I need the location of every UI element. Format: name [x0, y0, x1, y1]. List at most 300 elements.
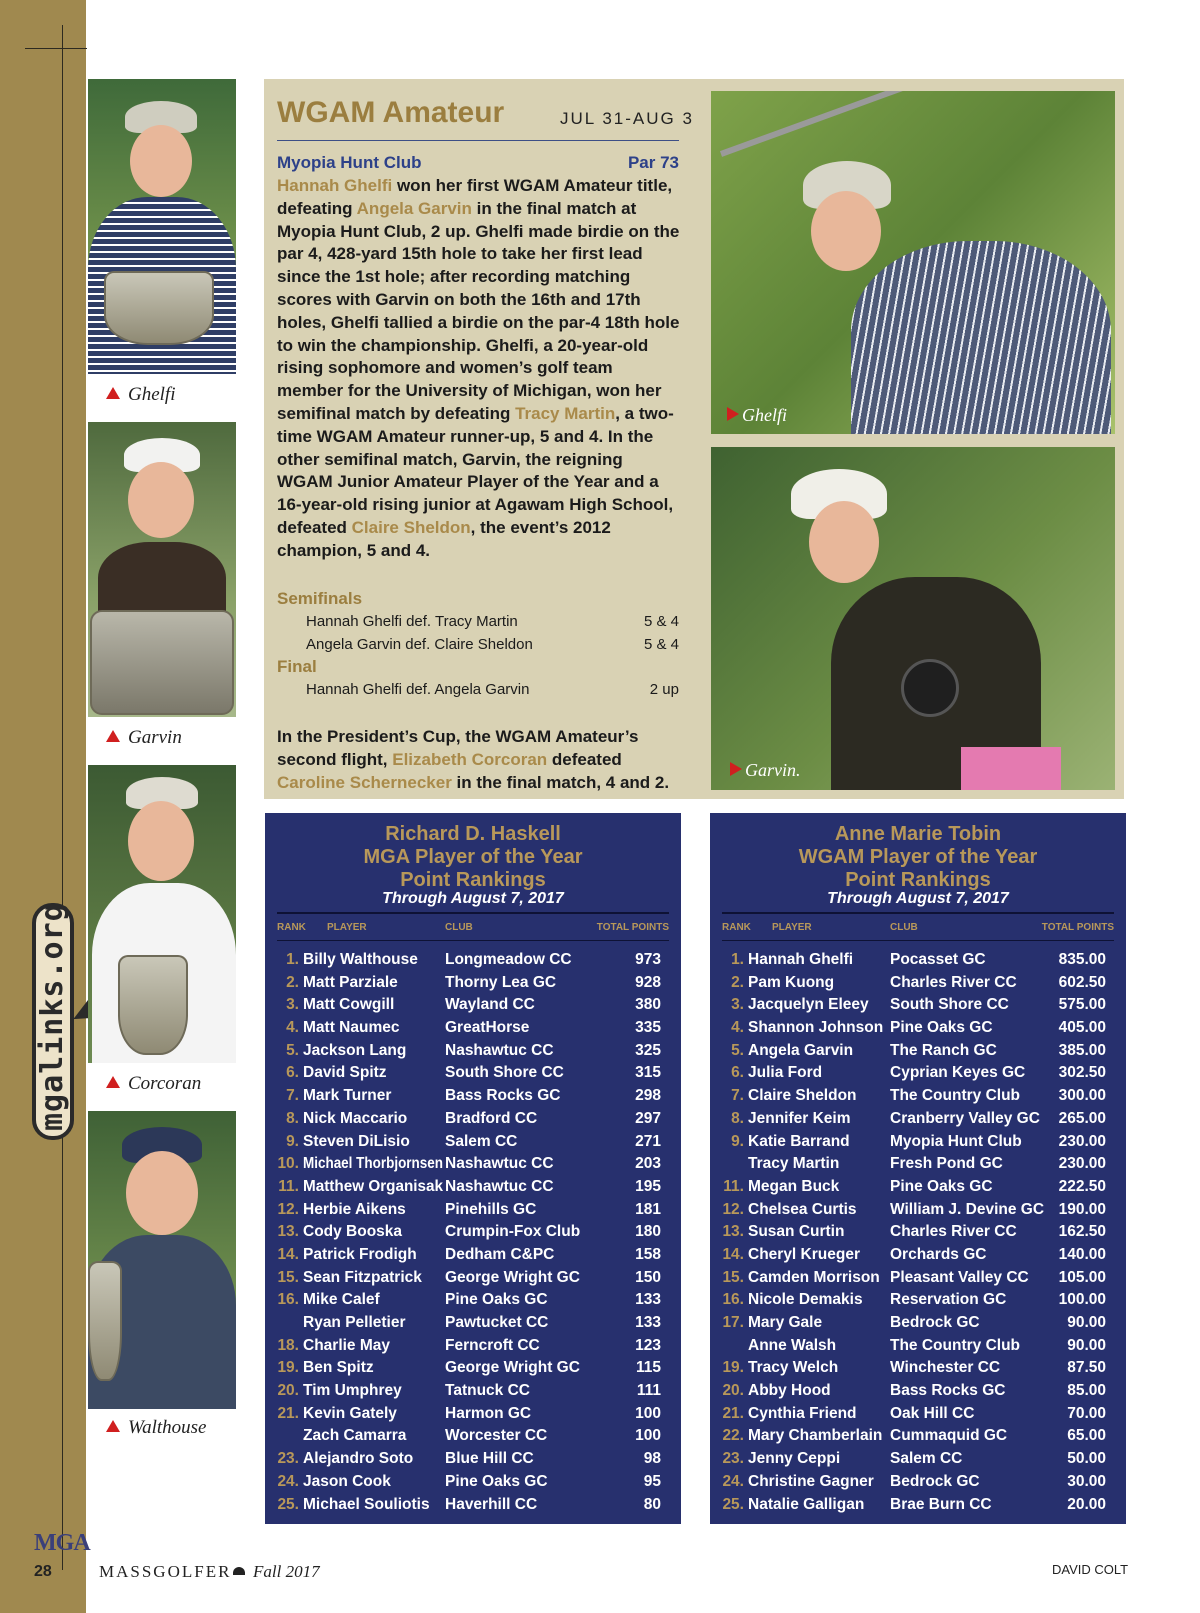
club-cell: Charles River CC [890, 1223, 1017, 1241]
panel-divider [722, 940, 1114, 941]
club-cell: William J. Devine GC [890, 1200, 1045, 1218]
magazine-name: MASSGOLFER [99, 1562, 232, 1581]
club-cell: Pine Oaks GC [890, 1177, 993, 1195]
table-row [277, 949, 669, 972]
rank-cell: 9. [731, 1132, 744, 1150]
rank-cell: 2. [286, 973, 299, 991]
table-row [722, 1403, 1114, 1426]
venue-row [277, 153, 679, 173]
url-badge[interactable] [32, 903, 74, 1140]
points-cell: 87.50 [1067, 1359, 1106, 1377]
player-cell: Matthew Organisak [303, 1177, 443, 1195]
points-cell: 50.00 [1067, 1450, 1106, 1468]
player-cell: Zach Camarra [303, 1427, 407, 1445]
table-row [722, 1040, 1114, 1063]
points-cell: 928 [635, 973, 661, 991]
player-cell: Billy Walthouse [303, 951, 418, 968]
player-cell: Angela Garvin [748, 1041, 854, 1059]
points-cell: 298 [635, 1087, 661, 1105]
table-row [277, 1335, 669, 1358]
points-cell: 105.00 [1058, 1268, 1106, 1286]
panel-title-line: Point Rankings [845, 869, 991, 891]
presidents-cup-text [277, 726, 681, 794]
table-row [277, 1199, 669, 1222]
player-cell: Shannon Johnson [748, 1019, 884, 1037]
club-cell: Fresh Pond GC [890, 1155, 1003, 1173]
rank-cell: 16. [722, 1291, 744, 1309]
wgam-rankings-panel [710, 813, 1126, 1524]
column-header-rank: RANK [722, 922, 751, 933]
points-cell: 95 [643, 1472, 661, 1490]
rank-cell: 2. [731, 973, 744, 991]
rank-cell: 7. [731, 1087, 744, 1105]
table-row [722, 1199, 1114, 1222]
club-cell: South Shore CC [445, 1064, 564, 1082]
action-photo-ghelfi [711, 91, 1115, 434]
rank-cell: 6. [731, 1064, 744, 1082]
points-cell: 150 [635, 1268, 661, 1286]
points-cell: 325 [635, 1041, 661, 1059]
club-cell: South Shore CC [890, 996, 1009, 1014]
story-body [277, 175, 681, 563]
table-row [722, 1380, 1114, 1403]
table-row [722, 1062, 1114, 1085]
points-cell: 230.00 [1058, 1132, 1106, 1150]
portrait-garvin [88, 422, 236, 717]
column-header-rank: RANK [277, 922, 306, 933]
club-cell: Wayland CC [445, 996, 535, 1014]
title-divider [277, 140, 679, 141]
player-name-highlight: Tracy Martin [515, 403, 616, 423]
photo-caption: Garvin [106, 727, 182, 749]
points-cell: 222.50 [1058, 1177, 1106, 1195]
club-cell: Pine Oaks GC [445, 1291, 548, 1309]
rank-cell: 8. [731, 1109, 744, 1127]
panel-subtitle: Through August 7, 2017 [382, 890, 564, 907]
points-cell: 70.00 [1067, 1404, 1106, 1422]
points-cell: 302.50 [1058, 1064, 1106, 1082]
player-cell: Tim Umphrey [303, 1382, 402, 1400]
table-row [277, 1357, 669, 1380]
panel-divider [277, 912, 669, 914]
column-header-player: PLAYER [772, 922, 812, 933]
table-row [277, 1380, 669, 1403]
points-cell: 180 [635, 1223, 661, 1241]
player-cell: David Spitz [303, 1064, 387, 1082]
player-cell: Ryan Pelletier [303, 1314, 406, 1331]
club-cell: Worcester CC [445, 1427, 548, 1445]
points-cell: 602.50 [1058, 973, 1106, 991]
player-cell: Megan Buck [748, 1177, 840, 1195]
table-row [722, 1176, 1114, 1199]
points-cell: 195 [635, 1177, 661, 1195]
rank-cell: 5. [286, 1041, 299, 1059]
player-cell: Patrick Frodigh [303, 1245, 417, 1263]
event-dates: JUL 31-AUG 3 [560, 109, 694, 128]
player-cell: Mark Turner [303, 1087, 392, 1105]
rank-cell: 24. [277, 1472, 299, 1490]
club-cell: Pocasset GC [890, 951, 986, 968]
rank-cell: 18. [277, 1336, 299, 1354]
table-row [722, 1448, 1114, 1471]
table-row [277, 972, 669, 995]
rank-cell: 7. [286, 1087, 299, 1105]
club-cell: Charles River CC [890, 973, 1017, 991]
points-cell: 85.00 [1067, 1382, 1106, 1400]
player-cell: Herbie Aikens [303, 1200, 406, 1218]
photo-caption: Ghelfi [106, 384, 176, 406]
club-cell: Bass Rocks GC [890, 1382, 1006, 1400]
points-cell: 265.00 [1058, 1109, 1106, 1127]
rank-cell: 11. [723, 1177, 744, 1195]
club-cell: Cyprian Keyes GC [890, 1064, 1026, 1082]
player-cell: Hannah Ghelfi [748, 951, 854, 968]
player-cell: Tracy Welch [748, 1359, 839, 1377]
triangle-icon [106, 730, 120, 742]
player-cell: Mary Gale [748, 1314, 823, 1331]
panel-title [710, 823, 1126, 892]
story-text: won her first WGAM Amateur title, defeating [277, 176, 673, 218]
club-cell: Nashawtuc CC [445, 1041, 554, 1059]
rank-cell: 3. [731, 996, 744, 1014]
points-cell: 140.00 [1058, 1245, 1106, 1263]
player-cell: Jenny Ceppi [748, 1450, 841, 1468]
player-cell: Pam Kuong [748, 973, 835, 991]
url-link[interactable]: mgalinks.org [35, 902, 70, 1131]
club-cell: Winchester CC [890, 1359, 1001, 1377]
rank-cell: 21. [277, 1404, 299, 1422]
club-cell: Harmon GC [445, 1404, 532, 1422]
rank-cell: 9. [286, 1132, 299, 1150]
player-cell: Cheryl Krueger [748, 1245, 860, 1263]
action-photo-garvin [711, 447, 1115, 790]
rank-cell: 25. [722, 1495, 744, 1513]
page-number: 28 [34, 1563, 52, 1580]
club-cell: Cranberry Valley GC [890, 1109, 1040, 1127]
points-cell: 100 [635, 1404, 661, 1422]
player-cell: Alejandro Soto [303, 1450, 414, 1468]
points-cell: 973 [635, 951, 661, 968]
table-row [722, 1471, 1114, 1494]
rank-cell: 15. [277, 1268, 299, 1286]
club-cell: Thorny Lea GC [445, 973, 557, 991]
page-title: WGAM Amateur [277, 96, 505, 129]
table-row [277, 1040, 669, 1063]
points-cell: 80 [643, 1495, 661, 1513]
panel-divider [722, 912, 1114, 914]
points-cell: 98 [643, 1450, 661, 1468]
rank-cell: 21. [722, 1404, 744, 1422]
rank-cell: 10. [277, 1155, 299, 1173]
flag-icon [233, 1567, 245, 1575]
points-cell: 335 [635, 1019, 661, 1037]
player-cell: Steven DiLisio [303, 1132, 410, 1150]
column-header-points: TOTAL POINTS [1041, 922, 1114, 933]
points-cell: 181 [635, 1200, 661, 1218]
player-cell: Julia Ford [748, 1064, 823, 1082]
table-row [722, 949, 1114, 972]
rank-cell: 20. [722, 1382, 744, 1400]
points-cell: 162.50 [1058, 1223, 1106, 1241]
club-cell: Bedrock GC [890, 1472, 980, 1490]
club-cell: The Country Club [890, 1087, 1021, 1105]
club-cell: Blue Hill CC [445, 1450, 534, 1468]
table-row [722, 1494, 1114, 1517]
panel-title-line: Anne Marie Tobin [834, 823, 1002, 845]
table-row [722, 1289, 1114, 1312]
panel-title-line: MGA Player of the Year [363, 846, 583, 868]
table-row [722, 1244, 1114, 1267]
story-text: , the event’s 2012 champion, 5 and 4. [277, 517, 611, 560]
table-row [722, 1108, 1114, 1131]
club-cell: Dedham C&PC [445, 1245, 555, 1263]
points-cell: 65.00 [1067, 1427, 1106, 1445]
player-cell: Matt Naumec [303, 1019, 400, 1037]
venue-name: Myopia Hunt Club [277, 153, 422, 172]
rank-cell: 8. [286, 1109, 299, 1127]
points-cell: 297 [635, 1109, 661, 1127]
panel-title [265, 823, 681, 892]
points-cell: 20.00 [1067, 1495, 1106, 1513]
table-row [277, 1108, 669, 1131]
rank-cell: 17. [722, 1314, 744, 1331]
table-row [277, 1425, 669, 1448]
player-cell: Camden Morrison [748, 1268, 880, 1286]
points-cell: 133 [635, 1291, 661, 1309]
club-cell: Cummaquid GC [890, 1427, 1008, 1445]
panel-title-line: Point Rankings [400, 869, 546, 891]
rank-cell: 23. [277, 1450, 299, 1468]
player-cell: Sean Fitzpatrick [303, 1268, 422, 1286]
table-row [722, 1267, 1114, 1290]
player-name-highlight: Elizabeth Corcoran [392, 749, 548, 769]
table-row [722, 1335, 1114, 1358]
rankings-table [277, 949, 669, 1516]
column-header-points: TOTAL POINTS [596, 922, 669, 933]
points-cell: 575.00 [1058, 996, 1106, 1014]
column-header-club: CLUB [445, 922, 473, 933]
club-cell: Salem CC [890, 1450, 963, 1468]
story-text: in the final match, 4 and 2. [451, 772, 670, 792]
player-cell: Claire Sheldon [748, 1087, 857, 1105]
rank-cell: 5. [731, 1041, 744, 1059]
player-cell: Jackson Lang [303, 1041, 407, 1059]
match-results [277, 588, 679, 701]
table-row [277, 1244, 669, 1267]
player-cell: Matt Parziale [303, 973, 398, 991]
story-text: defeated [547, 749, 622, 769]
panel-subtitle: Through August 7, 2017 [827, 890, 1009, 907]
club-cell: Myopia Hunt Club [890, 1132, 1022, 1150]
rank-cell: 1. [286, 951, 299, 968]
photo-caption: Walthouse [106, 1417, 206, 1439]
column-header-club: CLUB [890, 922, 918, 933]
table-row [722, 1131, 1114, 1154]
club-cell: Reservation GC [890, 1291, 1007, 1309]
rank-cell: 19. [277, 1359, 299, 1377]
triangle-icon [106, 387, 120, 399]
photo-caption: Corcoran [106, 1073, 201, 1095]
points-cell: 100 [635, 1427, 661, 1445]
player-cell: Michael Thorbjornsen [303, 1155, 443, 1173]
rank-cell: 3. [286, 996, 299, 1014]
player-name-highlight: Claire Sheldon [351, 517, 471, 537]
table-row [722, 994, 1114, 1017]
player-cell: Nick Maccario [303, 1109, 408, 1127]
table-header [277, 922, 669, 936]
rank-cell: 1. [731, 951, 744, 968]
points-cell: 111 [636, 1382, 661, 1400]
table-row [277, 1221, 669, 1244]
club-cell: Brae Burn CC [890, 1495, 992, 1513]
points-cell: 300.00 [1058, 1087, 1106, 1105]
club-cell: George Wright GC [445, 1359, 580, 1377]
points-cell: 90.00 [1067, 1314, 1106, 1331]
points-cell: 315 [635, 1064, 661, 1082]
points-cell: 385.00 [1058, 1041, 1106, 1059]
venue-par: Par 73 [627, 153, 679, 172]
portrait-ghelfi [88, 79, 236, 374]
club-cell: The Ranch GC [890, 1041, 997, 1059]
player-cell: Cody Booska [303, 1223, 403, 1241]
club-cell: Ferncroft CC [445, 1336, 540, 1354]
points-cell: 380 [635, 996, 661, 1014]
table-row [277, 994, 669, 1017]
points-cell: 405.00 [1058, 1019, 1106, 1037]
player-cell: Nicole Demakis [748, 1291, 863, 1309]
rank-cell: 19. [722, 1359, 744, 1377]
player-cell: Katie Barrand [748, 1132, 850, 1150]
rank-cell: 23. [722, 1450, 744, 1468]
rank-cell: 24. [722, 1472, 744, 1490]
club-cell: Bedrock GC [890, 1314, 980, 1331]
photo-caption: Ghelfi [727, 405, 787, 426]
club-cell: GreatHorse [445, 1019, 530, 1037]
table-row [277, 1153, 669, 1176]
triangle-icon [727, 407, 739, 421]
rank-cell: 6. [286, 1064, 299, 1082]
points-cell: 30.00 [1067, 1472, 1106, 1490]
rank-cell: 13. [722, 1223, 744, 1241]
points-cell: 100.00 [1058, 1291, 1106, 1309]
table-row [722, 1153, 1114, 1176]
result-row: Angela Garvin def. Claire Sheldon 5 & 4 [306, 636, 679, 653]
player-name-highlight: Angela Garvin [356, 198, 472, 218]
player-cell: Natalie Galligan [748, 1495, 865, 1513]
rank-cell: 16. [277, 1291, 299, 1309]
points-cell: 158 [635, 1245, 661, 1263]
rank-cell: 13. [277, 1223, 299, 1241]
player-cell: Mike Calef [303, 1291, 380, 1309]
rank-cell: 22. [722, 1427, 744, 1445]
player-cell: Abby Hood [748, 1382, 831, 1400]
points-cell: 190.00 [1058, 1200, 1106, 1218]
player-name-highlight: Hannah Ghelfi [277, 176, 393, 195]
player-cell: Susan Curtin [748, 1223, 845, 1241]
table-row [722, 972, 1114, 995]
results-heading: Semifinals [277, 589, 363, 608]
points-cell: 123 [635, 1336, 661, 1354]
rank-cell: 11. [278, 1177, 299, 1195]
player-cell: Cynthia Friend [748, 1404, 857, 1422]
club-cell: Pawtucket CC [445, 1314, 549, 1331]
rank-cell: 20. [277, 1382, 299, 1400]
points-cell: 203 [635, 1155, 661, 1173]
club-cell: Pine Oaks GC [445, 1472, 548, 1490]
portrait-corcoran [88, 765, 236, 1063]
club-cell: Crumpin-Fox Club [445, 1223, 581, 1241]
table-row [277, 1448, 669, 1471]
side-strip [0, 0, 86, 1613]
table-row [277, 1494, 669, 1517]
table-header [722, 922, 1114, 936]
table-row [277, 1403, 669, 1426]
player-cell: Jennifer Keim [748, 1109, 851, 1127]
results-heading: Final [277, 657, 317, 676]
triangle-icon [730, 762, 742, 776]
club-cell: Pine Oaks GC [890, 1019, 993, 1037]
strip-divider-top [25, 48, 87, 49]
issue-label: Fall 2017 [253, 1562, 320, 1581]
rank-cell: 12. [277, 1200, 299, 1218]
table-row [277, 1085, 669, 1108]
table-row [277, 1131, 669, 1154]
club-cell: Orchards GC [890, 1245, 987, 1263]
table-row [277, 1289, 669, 1312]
club-cell: Tatnuck CC [445, 1382, 530, 1400]
triangle-icon [106, 1076, 120, 1088]
rank-cell: 4. [286, 1019, 299, 1037]
club-cell: Oak Hill CC [890, 1404, 975, 1422]
club-cell: Bass Rocks GC [445, 1087, 561, 1105]
portrait-walthouse [88, 1111, 236, 1409]
points-cell: 230.00 [1058, 1155, 1106, 1173]
club-cell: Haverhill CC [445, 1495, 538, 1513]
player-cell: Ben Spitz [303, 1359, 374, 1377]
club-cell: George Wright GC [445, 1268, 580, 1286]
table-row [277, 1062, 669, 1085]
table-row [722, 1085, 1114, 1108]
table-row [277, 1017, 669, 1040]
rank-cell: 14. [277, 1245, 299, 1263]
player-cell: Chelsea Curtis [748, 1200, 857, 1218]
player-cell: Jacquelyn Eleey [748, 996, 869, 1014]
result-row: Hannah Ghelfi def. Tracy Martin 5 & 4 [306, 613, 679, 630]
strip-divider [62, 25, 63, 1570]
club-cell: Nashawtuc CC [445, 1177, 554, 1195]
story-text: in the final match at Myopia Hunt Club, 2 up. Ghelfi made birdie on the par 4, 428-yard 15th hole to take her first lead since the 1st hole; after recording matching scores with Garvin on both the 16th and 17th holes, Ghelfi tallied a birdie on the par-4 18th hole to win the championship. Ghelfi, a 20-year-old rising sophomore and women’s golf team member for the University of Michigan, won her semifinal match by defeating [277, 198, 680, 423]
club-cell: Pinehills GC [445, 1200, 537, 1218]
rankings-table [722, 949, 1114, 1516]
photo-caption: Garvin. [730, 760, 801, 781]
photo-credit: DAVID COLT [1052, 1562, 1129, 1577]
table-row [722, 1357, 1114, 1380]
panel-title-line: WGAM Player of the Year [798, 846, 1038, 868]
points-cell: 90.00 [1067, 1336, 1106, 1354]
player-cell: Tracy Martin [748, 1155, 840, 1173]
player-name-highlight: Caroline Schernecker [277, 772, 452, 792]
result-row: Hannah Ghelfi def. Angela Garvin 2 up [306, 681, 679, 698]
player-cell: Christine Gagner [748, 1472, 874, 1490]
table-row [722, 1221, 1114, 1244]
club-cell: Salem CC [445, 1132, 518, 1150]
table-row [722, 1425, 1114, 1448]
player-cell: Michael Souliotis [303, 1495, 430, 1513]
table-row [722, 1017, 1114, 1040]
panel-divider [277, 940, 669, 941]
column-header-player: PLAYER [327, 922, 367, 933]
points-cell: 271 [635, 1132, 661, 1150]
